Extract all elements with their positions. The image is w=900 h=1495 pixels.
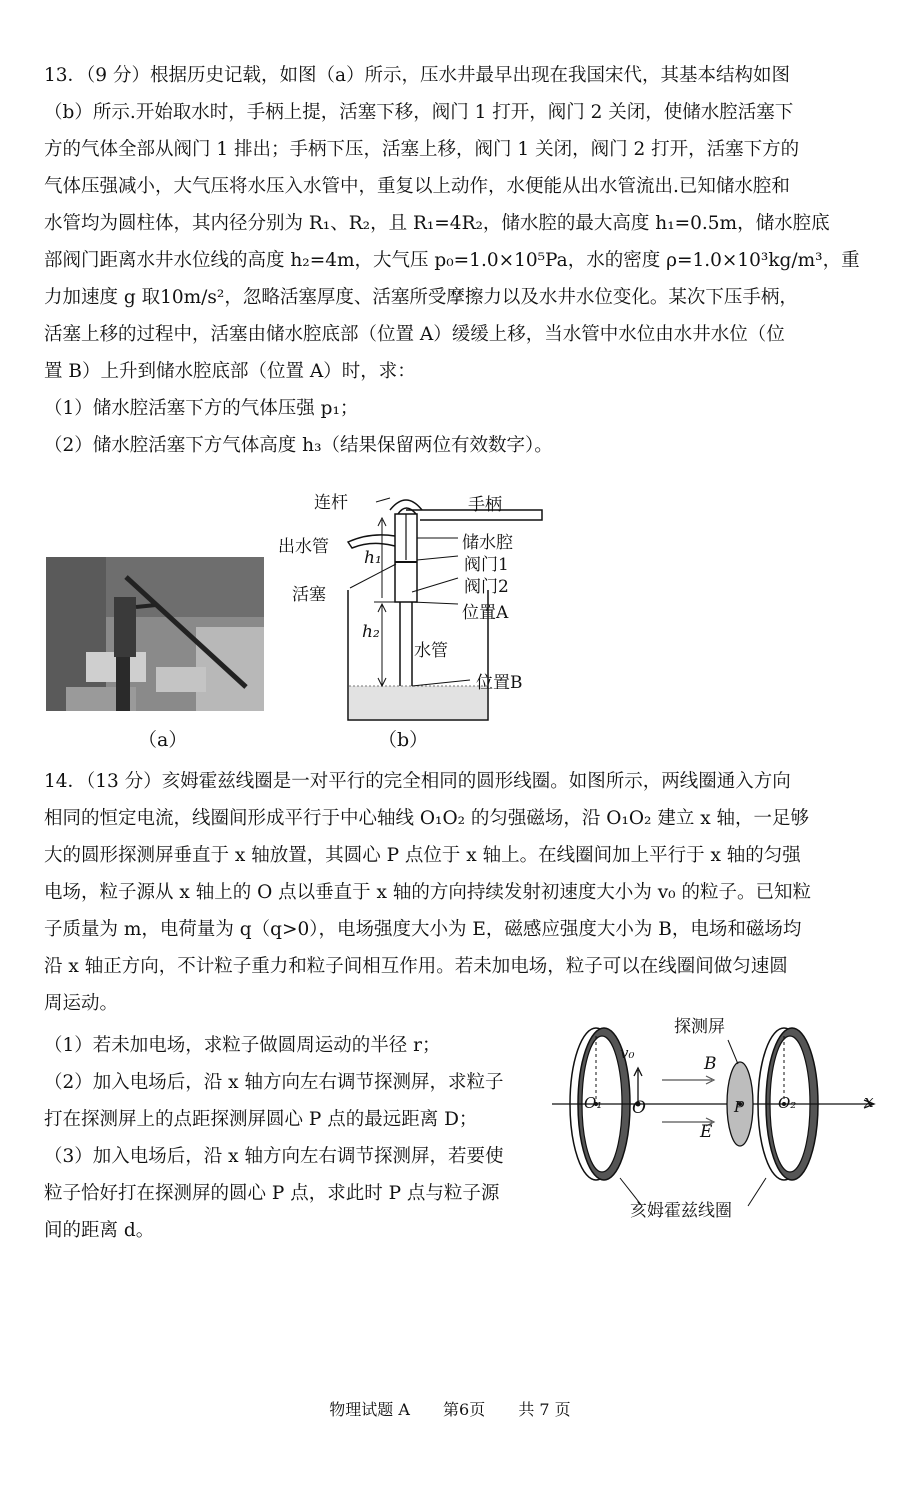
- q13-line-5: 水管均为圆柱体，其内径分别为 R₁、R₂，且 R₁=4R₂，储水腔的最大高度 h₁=0.5m，储水腔底: [44, 213, 830, 234]
- q13-line-4: 气体压强减小，大气压将水压入水管中，重复以上动作，水便能从出水管流出.已知储水腔和: [44, 176, 790, 197]
- q14-sub-3b: 粒子恰好打在探测屏的圆心 P 点，求此时 P 点与粒子源: [44, 1183, 500, 1204]
- label-valve2: 阀门2: [464, 577, 509, 597]
- q14-line-5: 子质量为 m，电荷量为 q（q>0），电场强度大小为 E，磁感应强度大小为 B，电场和磁场均: [44, 919, 802, 940]
- figure-a-photo: [46, 557, 264, 711]
- q13-sub-2: （2）储水腔活塞下方气体高度 h₃（结果保留两位有效数字）。: [44, 435, 553, 456]
- caption-a: （a）: [138, 729, 188, 751]
- q13-line-7: 力加速度 g 取10m/s²，忽略活塞厚度、活塞所受摩擦力以及水井水位变化。某次下压手柄，: [44, 287, 798, 308]
- q13-sub-1: （1）储水腔活塞下方的气体压强 p₁；: [44, 398, 359, 419]
- label-rod: 连杆: [314, 493, 348, 513]
- figure-helmholtz: [552, 1010, 882, 1220]
- label-coil: 亥姆霍兹线圈: [630, 1201, 732, 1221]
- q13-line-8: 活塞上移的过程中，活塞由储水腔底部（位置 A）缓缓上移，当水管中水位由水井水位（位: [44, 324, 785, 345]
- q14-line-3: 大的圆形探测屏垂直于 x 轴放置，其圆心 P 点位于 x 轴上。在线圈间加上平行于 x 轴的匀强: [44, 845, 801, 866]
- q14-sub-3a: （3）加入电场后，沿 x 轴方向左右调节探测屏，若要使: [44, 1146, 504, 1167]
- q14-line-1: 14．（13 分）亥姆霍兹线圈是一对平行的完全相同的圆形线圈。如图所示，两线圈通入方向: [44, 771, 791, 792]
- label-position-a: 位置A: [462, 603, 509, 623]
- label-o1: O₁: [584, 1094, 603, 1112]
- label-piston: 活塞: [292, 585, 326, 605]
- label-handle: 手柄: [468, 495, 502, 515]
- label-pipe: 水管: [414, 641, 448, 661]
- q14-sub-3c: 间的距离 d。: [44, 1220, 155, 1241]
- q14-line-4: 电场，粒子源从 x 轴上的 O 点以垂直于 x 轴的方向持续发射初速度大小为 v₀ 的粒子。已知粒: [44, 882, 811, 903]
- label-b: B: [704, 1054, 717, 1074]
- q14-sub-2a: （2）加入电场后，沿 x 轴方向左右调节探测屏，求粒子: [44, 1072, 504, 1093]
- label-o2: O₂: [778, 1094, 797, 1112]
- q13-line-1: 13．（9 分）根据历史记载，如图（a）所示，压水井最早出现在我国宋代，其基本结构如图: [44, 65, 790, 86]
- q14-sub-2b: 打在探测屏上的点距探测屏圆心 P 点的最远距离 D；: [44, 1109, 478, 1130]
- footer-page: 第6页: [443, 1400, 486, 1419]
- label-valve1: 阀门1: [464, 555, 509, 575]
- q14-line-6: 沿 x 轴正方向，不计粒子重力和粒子间相互作用。若未加电场，粒子可以在线圈间做匀速圆: [44, 956, 788, 977]
- q14-line-7: 周运动。: [44, 993, 119, 1014]
- label-o: O: [632, 1098, 646, 1118]
- footer-subject: 物理试题 A: [329, 1400, 410, 1419]
- label-h1: h₁: [364, 548, 382, 568]
- q13-line-6: 部阀门距离水井水位线的高度 h₂=4m，大气压 p₀=1.0×10⁵Pa，水的密度 ρ=1.0×10³kg/m³，重: [44, 250, 860, 271]
- q14-sub-1: （1）若未加电场，求粒子做圆周运动的半径 r；: [44, 1035, 441, 1056]
- label-v0: v₀: [620, 1044, 635, 1062]
- q13-line-2: （b）所示.开始取水时，手柄上提，活塞下移，阀门 1 打开，阀门 2 关闭，使储水腔活塞下: [44, 102, 794, 123]
- page-footer: [0, 1397, 900, 1420]
- q13-line-9: 置 B）上升到储水腔底部（位置 A）时，求：: [44, 361, 416, 382]
- label-outlet: 出水管: [278, 537, 329, 557]
- label-screen: 探测屏: [674, 1017, 725, 1037]
- q14-line-2: 相同的恒定电流，线圈间形成平行于中心轴线 O₁O₂ 的匀强磁场，沿 O₁O₂ 建立 x 轴，一足够: [44, 808, 810, 829]
- footer-total: 共 7 页: [518, 1400, 571, 1419]
- label-e: E: [700, 1122, 713, 1142]
- label-p: P: [734, 1098, 745, 1116]
- q13-line-3: 方的气体全部从阀门 1 排出；手柄下压，活塞上移，阀门 1 关闭，阀门 2 打开，活塞下方的: [44, 139, 800, 160]
- label-x: x: [864, 1092, 874, 1112]
- label-h2: h₂: [362, 622, 380, 642]
- label-position-b: 位置B: [476, 673, 523, 693]
- caption-b: （b）: [378, 729, 429, 751]
- label-chamber: 储水腔: [462, 533, 513, 553]
